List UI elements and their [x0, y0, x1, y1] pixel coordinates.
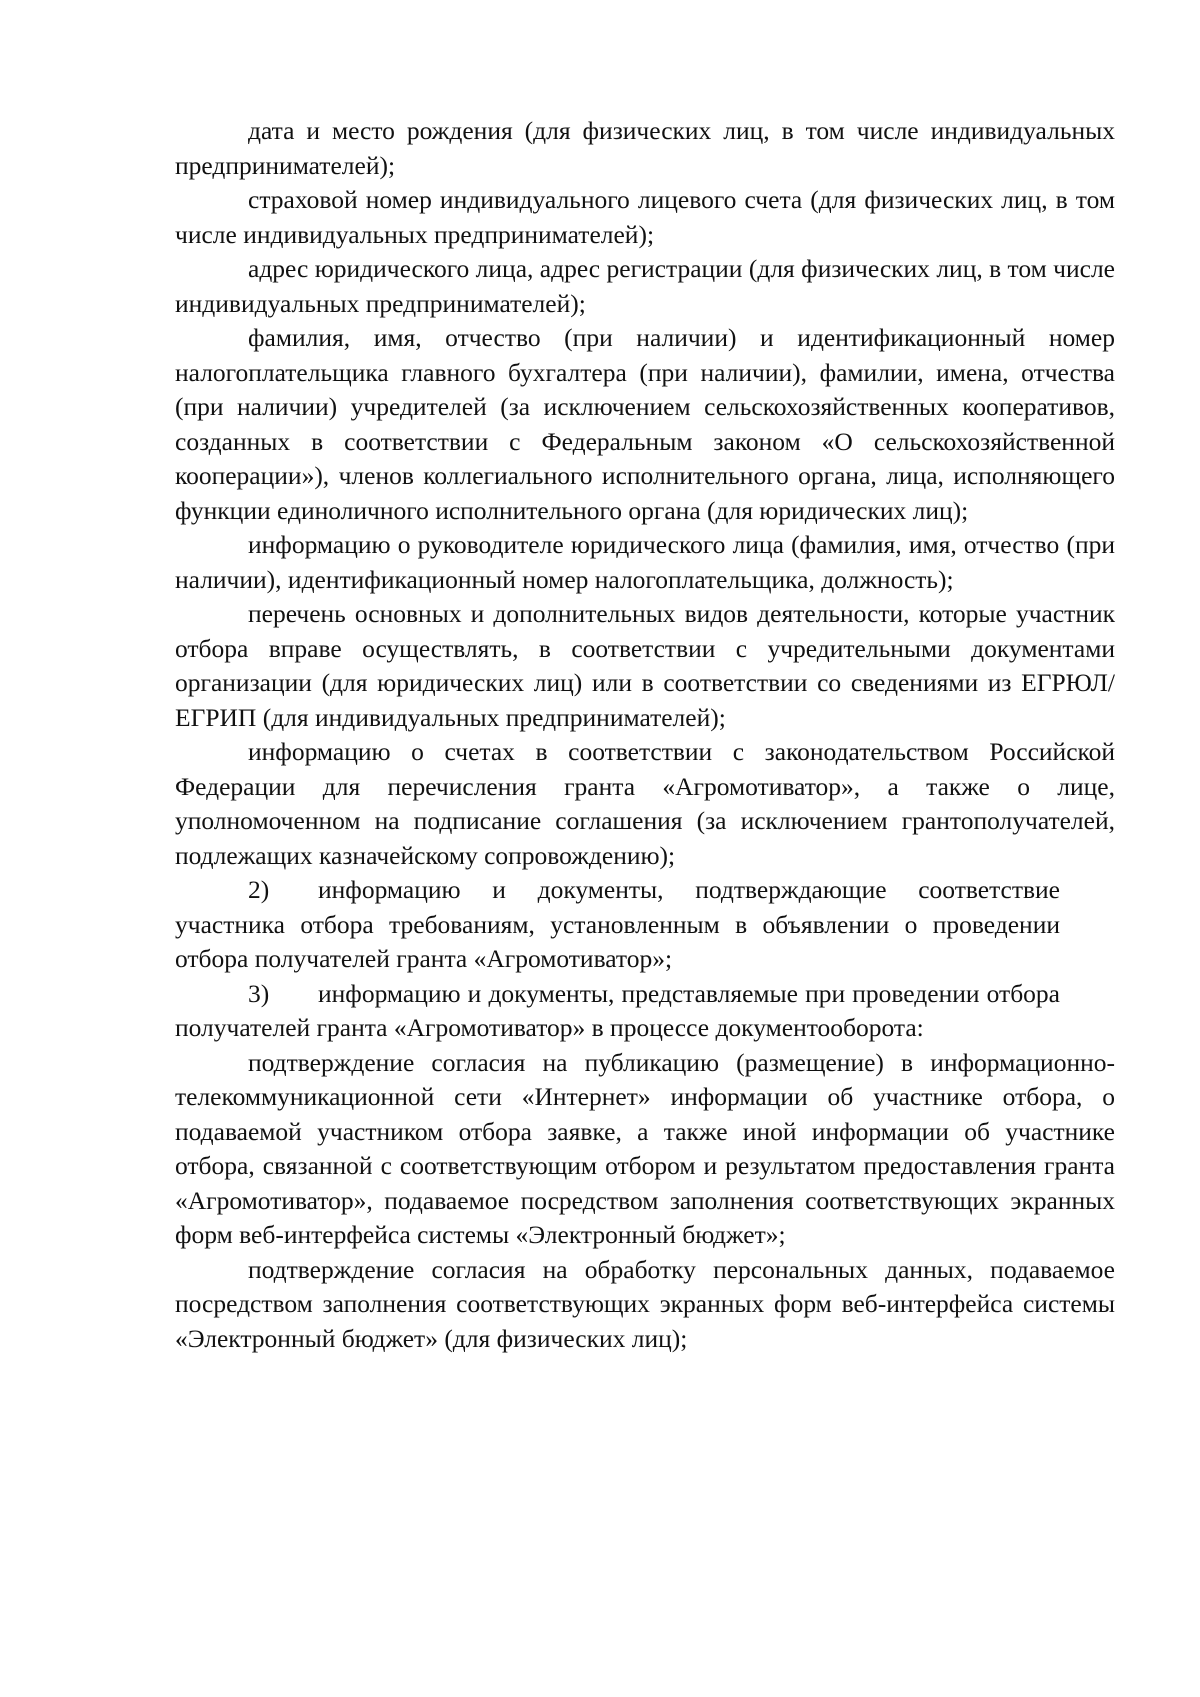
- paragraph-activities-list: перечень основных и дополнительных видов деятельности, которые участник отбора вправе осуществлять, в соответствии с учредительными документами организации (для юридических лиц) или в соответствии со сведениями из ЕГРЮЛ/ЕГРИП (для индивидуальных предпринимателей);: [175, 599, 1115, 732]
- paragraph-head-info: информацию о руководителе юридического лица (фамилия, имя, отчество (при наличии), идентификационный номер налогоплательщика, должность);: [175, 530, 1115, 594]
- paragraph-accounts-info: информацию о счетах в соответствии с законодательством Российской Федерации для перечисления гранта «Агромотиватор», а также о лице, уполномоченном на подписание соглашения (за исключением грантополучателей, подлежащих казначейскому сопровождению);: [175, 737, 1115, 870]
- paragraph-insurance-number: страховой номер индивидуального лицевого счета (для физических лиц, в том числе индивидуальных предпринимателей);: [175, 185, 1115, 249]
- item-number: 3): [248, 978, 270, 1008]
- paragraph-address: адрес юридического лица, адрес регистрации (для физических лиц, в том числе индивидуальных предпринимателей);: [175, 254, 1115, 318]
- document-body: [175, 114, 1115, 1356]
- paragraph-publication-consent: подтверждение согласия на публикацию (размещение) в информационно-телекоммуникационной сети «Интернет» информации об участнике отбора, о подаваемой участником отбора заявке, а также иной информации об участнике отбора, связанной с соответствующим отбором и результатом предоставления гранта «Агромотиватор», подаваемое посредством заполнения соответствующих экранных форм веб-интерфейса системы «Электронный бюджет»;: [175, 1047, 1115, 1249]
- paragraph-personal-data-consent: подтверждение согласия на обработку персональных данных, подаваемое посредством заполнения соответствующих экранных форм веб-интерфейса системы «Электронный бюджет» (для физических лиц);: [175, 1254, 1115, 1353]
- paragraph-item-3: [175, 977, 1060, 1046]
- paragraph-item-2: [175, 873, 1060, 977]
- item-number: 2): [248, 875, 270, 904]
- item-text: информацию и документы, подтверждающие соответствие участника отбора требованиям, установленным в объявлении о проведении отбора получателей гранта «Агромотиватор»;: [175, 875, 1060, 973]
- paragraph-accountant-founders: фамилия, имя, отчество (при наличии) и идентификационный номер налогоплательщика главного бухгалтера (при наличии), фамилии, имена, отчества (при наличии) учредителей (за исключением сельскохозяйственных кооперативов, созданных в соответствии с Федеральным законом «О сельскохозяйственной кооперации»), членов коллегиального исполнительного органа, лица, исполняющего функции единоличного исполнительного органа (для юридических лиц);: [175, 323, 1115, 525]
- paragraph-birth-date: дата и место рождения (для физических лиц, в том числе индивидуальных предпринимателей);: [175, 116, 1115, 180]
- item-text: информацию и документы, представляемые при проведении отбора получателей гранта «Агромотиватор» в процессе документооборота:: [175, 978, 1060, 1042]
